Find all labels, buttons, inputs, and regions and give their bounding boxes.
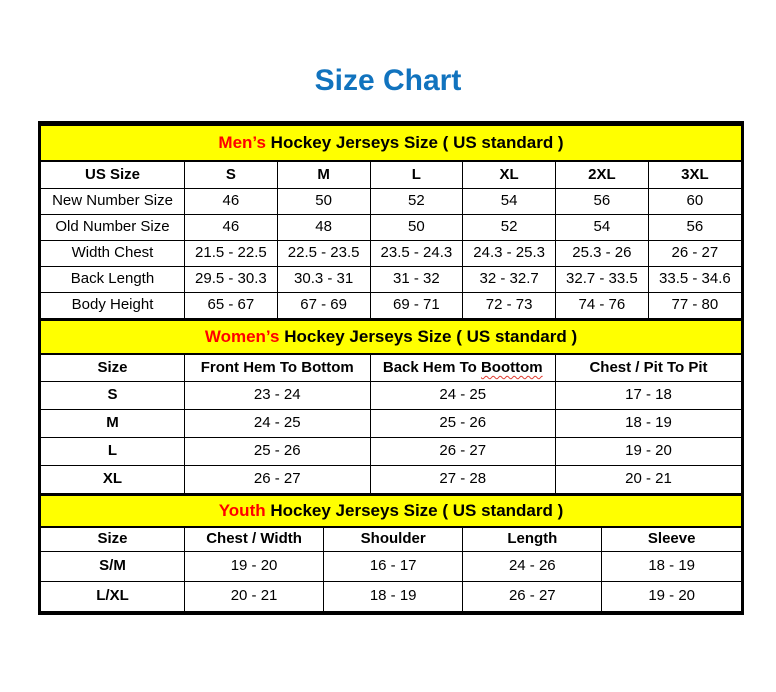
table-row: [41, 410, 741, 438]
size-value-cell: 31 - 32: [370, 267, 463, 293]
size-value-cell: 25 - 26: [370, 410, 556, 438]
size-value-cell: 24 - 26: [463, 552, 602, 582]
table-caption: [41, 320, 741, 354]
table-row: [41, 582, 741, 612]
size-value-cell: 25 - 26: [185, 438, 371, 466]
size-value-cell: 18 - 19: [324, 582, 463, 612]
column-header: 2XL: [556, 161, 649, 189]
column-header: Chest / Width: [185, 527, 324, 552]
table-row: [41, 215, 741, 241]
size-value-cell: 32 - 32.7: [463, 267, 556, 293]
size-value-cell: 27 - 28: [370, 466, 556, 494]
size-value-cell: 60: [648, 189, 741, 215]
size-value-cell: 77 - 80: [648, 293, 741, 319]
table-row: [41, 382, 741, 410]
table-row: [41, 466, 741, 494]
table-caption: [41, 125, 741, 161]
column-header: Front Hem To Bottom: [185, 354, 371, 382]
table-row: [41, 267, 741, 293]
size-value-cell: 52: [370, 189, 463, 215]
column-header: Length: [463, 527, 602, 552]
youth-size-table: [41, 494, 741, 612]
column-header: M: [277, 161, 370, 189]
table-row: [41, 241, 741, 267]
column-header: US Size: [41, 161, 185, 189]
size-value-cell: 24.3 - 25.3: [463, 241, 556, 267]
column-header: XL: [463, 161, 556, 189]
row-label: New Number Size: [41, 189, 185, 215]
caption-text: Hockey Jerseys Size ( US standard ): [265, 500, 564, 520]
column-header: S: [185, 161, 278, 189]
column-header: Size: [41, 354, 185, 382]
caption-highlight: Youth: [218, 500, 266, 520]
caption-text: Hockey Jerseys Size ( US standard ): [265, 132, 564, 152]
size-value-cell: 32.7 - 33.5: [556, 267, 649, 293]
row-label: S/M: [41, 552, 185, 582]
size-value-cell: 25.3 - 26: [556, 241, 649, 267]
size-value-cell: 19 - 20: [602, 582, 741, 612]
page-title: Size Chart: [314, 64, 462, 97]
size-value-cell: 72 - 73: [463, 293, 556, 319]
size-value-cell: 20 - 21: [556, 466, 742, 494]
size-value-cell: 23 - 24: [185, 382, 371, 410]
misspelled-word: Boottom: [480, 358, 543, 376]
size-value-cell: 16 - 17: [324, 552, 463, 582]
size-value-cell: 50: [277, 189, 370, 215]
size-value-cell: 18 - 19: [556, 410, 742, 438]
size-value-cell: 24 - 25: [370, 382, 556, 410]
size-value-cell: 46: [185, 189, 278, 215]
row-label: XL: [41, 466, 185, 494]
table-row: [41, 552, 741, 582]
size-value-cell: 22.5 - 23.5: [277, 241, 370, 267]
column-header: L: [370, 161, 463, 189]
size-value-cell: 29.5 - 30.3: [185, 267, 278, 293]
size-value-cell: 56: [556, 189, 649, 215]
caption-text: Hockey Jerseys Size ( US standard ): [279, 326, 578, 346]
size-value-cell: 48: [277, 215, 370, 241]
womens-size-table: [41, 319, 741, 494]
column-header: 3XL: [648, 161, 741, 189]
column-header: Size: [41, 527, 185, 552]
row-label: L/XL: [41, 582, 185, 612]
size-value-cell: 26 - 27: [648, 241, 741, 267]
column-header: Sleeve: [602, 527, 741, 552]
size-value-cell: 26 - 27: [463, 582, 602, 612]
size-value-cell: 33.5 - 34.6: [648, 267, 741, 293]
size-value-cell: 21.5 - 22.5: [185, 241, 278, 267]
size-value-cell: 26 - 27: [185, 466, 371, 494]
caption-highlight: Women’s: [204, 326, 280, 346]
row-label: Body Height: [41, 293, 185, 319]
size-value-cell: 19 - 20: [185, 552, 324, 582]
row-label: Back Length: [41, 267, 185, 293]
size-value-cell: 23.5 - 24.3: [370, 241, 463, 267]
size-value-cell: 69 - 71: [370, 293, 463, 319]
column-header: Back Hem To Boottom: [370, 354, 556, 382]
table-row: [41, 189, 741, 215]
size-chart-tables: [38, 121, 744, 615]
column-header: Shoulder: [324, 527, 463, 552]
row-label: S: [41, 382, 185, 410]
table-row: [41, 438, 741, 466]
size-value-cell: 30.3 - 31: [277, 267, 370, 293]
size-value-cell: 65 - 67: [185, 293, 278, 319]
size-value-cell: 19 - 20: [556, 438, 742, 466]
size-value-cell: 54: [556, 215, 649, 241]
size-value-cell: 26 - 27: [370, 438, 556, 466]
row-label: L: [41, 438, 185, 466]
size-value-cell: 50: [370, 215, 463, 241]
row-label: Old Number Size: [41, 215, 185, 241]
table-row: [41, 293, 741, 319]
table-caption: [41, 495, 741, 527]
size-value-cell: 18 - 19: [602, 552, 741, 582]
size-value-cell: 74 - 76: [556, 293, 649, 319]
size-value-cell: 24 - 25: [185, 410, 371, 438]
mens-size-table: [41, 124, 741, 319]
size-value-cell: 17 - 18: [556, 382, 742, 410]
size-value-cell: 54: [463, 189, 556, 215]
caption-highlight: Men’s: [218, 132, 266, 152]
column-header: Chest / Pit To Pit: [556, 354, 742, 382]
size-value-cell: 20 - 21: [185, 582, 324, 612]
row-label: Width Chest: [41, 241, 185, 267]
size-value-cell: 56: [648, 215, 741, 241]
size-value-cell: 46: [185, 215, 278, 241]
size-value-cell: 67 - 69: [277, 293, 370, 319]
size-value-cell: 52: [463, 215, 556, 241]
row-label: M: [41, 410, 185, 438]
